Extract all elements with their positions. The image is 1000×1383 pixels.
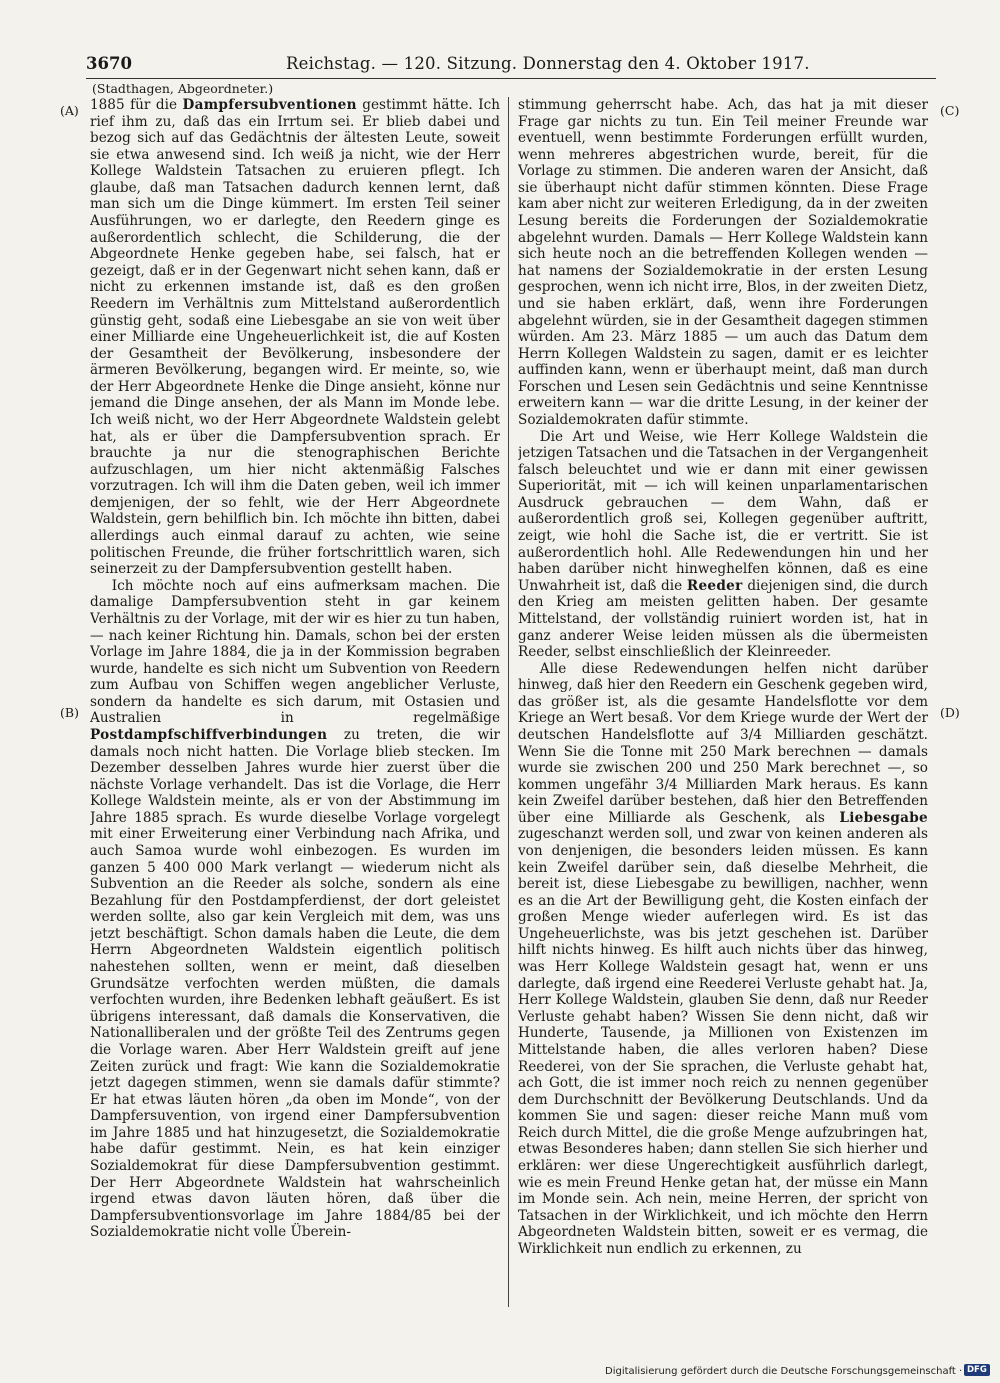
- margin-marker-c: (C): [940, 103, 960, 118]
- right-paragraph-1: stimmung geherrscht habe. Ach, das hat ja mit dieser Frage gar nichts zu tun. Ein Teil meiner Freunde war eventuell, wenn bestimmte Forderungen erfüllt wurden, wenn mehreres abgestrichen wurde, bereit, für die Vorlage zu stimmen. Die anderen waren der Ansicht, daß sie überhaupt nicht dafür stimmen könnten. Diese Frage kam aber nicht zur weiteren Erledigung, da in der zweiten Lesung bereits die Forderungen der Sozialdemokratie abgelehnt wurden. Damals — Herr Kollege Waldstein kann sich heute noch an die betreffenden Kollegen wenden — hat namens der Sozialdemokratie in der ersten Lesung gesprochen, wenn ich nicht irre, Blos, in der zweiten Dietz, und sie haben erklärt, daß, wenn ihre Forderungen abgelehnt würden, sie in der Gesamtheit dagegen stimmen würden. Am 23. März 1885 — um auch das Datum dem Herrn Kollegen Waldstein zu sagen, damit er es leichter auffinden kann, wenn er überhaupt meint, daß man durch Forschen und Lesen sein Gedächtnis und seine Kenntnisse erweitern kann — war die dritte Lesung, in der keiner der Sozialdemokraten dafür stimmte.: [518, 97, 928, 428]
- margin-marker-a: (A): [60, 103, 79, 118]
- emphasis-reeder: Reeder: [686, 577, 743, 594]
- left-column: [90, 97, 500, 1317]
- right-paragraph-2: Die Art und Weise, wie Herr Kollege Waldstein die jetzigen Tatsachen und die Tatsachen in der Vergangenheit falsch beleuchtet und wie er dann mit einer gewissen Superiorität, mit — ich will keinen unparlamentarischen Ausdruck gebrauchen — dem Wahn, daß er außerordentlich groß sei, Kollegen gegenüber auftritt, zeigt, wie hohl die Sache ist, die er vertritt. Sie ist außerordentlich hohl. Alle Redewendungen hin und her haben darüber nicht hinweghelfen können, daß es eine Unwahrheit ist, daß die Reeder diejenigen sind, die durch den Krieg am meisten gelitten haben. Der gesamte Mittelstand, der vollständig ruiniert worden ist, hat in ganz anderer Weise leiden müssen als die übermeisten Reeder, selbst einschließlich der Kleinreeder.: [518, 428, 928, 661]
- right-column: [518, 97, 928, 1317]
- left-paragraph-2: Ich möchte noch auf eins aufmerksam machen. Die damalige Dampfersubvention steht in gar keinem Verhältnis zu der Vorlage, mit der wir es hier zu tun haben, — nach keiner Richtung hin. Damals, schon bei der ersten Vorlage im Jahre 1884, die ja in der Kommission begraben wurde, handelte es sich nicht um Subvention von Reedern zum Aufbau von Schiffen wegen angeblicher Verluste, sondern da handelte es sich darum, mit Ostasien und Australien in regelmäßige Postdampfschiffverbindungen zu treten, die wir damals noch nicht hatten. Die Vorlage blieb stecken. Im Dezember desselben Jahres wurde hier zuerst über die nächste Vorlage verhandelt. Das ist die Vorlage, die Herr Kollege Waldstein meinte, als er von der Abstimmung im Jahre 1885 sprach. Es wurde dieselbe Vorlage vorgelegt mit einer Erweiterung einer Verbindung nach Afrika, und auch Samoa wurde wohl einbezogen. Es wurden im ganzen 5 400 000 Mark verlangt — wiederum nicht als Subvention an die Reeder als solche, sondern als eine Bezahlung für den Postdampferdienst, der dort geleistet werden sollte, also gar kein Vergleich mit dem, was uns jetzt beschäftigt. Schon damals haben die Leute, die dem Herrn Abgeordneten Waldstein eigentlich politisch nahestehen sollten, wenn er meint, daß dieselben Grundsätze verfochten werden müßten, die damals verfochten wurden, ihre Bedenken lebhaft geäußert. Es ist übrigens interessant, daß damals die Konservativen, die Nationalliberalen und der größte Teil des Zentrums gegen die Vorlage waren. Aber Herr Waldstein greift auf jene Zeiten zurück und fragt: Wie kann die Sozialdemokratie jetzt dagegen stimmen, wenn sie damals dafür stimmte? Er hat etwas läuten hören „da oben im Monde“, von der Dampfersuvention, von irgend einer Dampfersubvention im Jahre 1885 und hat hinzugesetzt, die Sozialdemokratie habe dafür gestimmt. Nein, es hat kein einziger Sozialdemokrat für diese Dampfersubvention gestimmt. Der Herr Abgeordnete Waldstein hat wahrscheinlich irgend etwas davon läuten hören, daß über die Dampfersubventionsvorlage im Jahre 1884/85 bei der Sozialdemokratie nicht volle Überein-: [90, 577, 500, 1241]
- emphasis-liebesgabe: Liebesgabe: [839, 809, 928, 826]
- emphasis-dampfersubventionen: Dampfersubventionen: [182, 97, 357, 113]
- margin-marker-d: (D): [940, 705, 960, 720]
- dfg-logo: DFG: [964, 1364, 990, 1376]
- column-divider: [508, 97, 509, 1307]
- page-header: [86, 54, 936, 79]
- page-number: 3670: [86, 54, 132, 73]
- right-paragraph-3: Alle diese Redewendungen helfen nicht darüber hinweg, daß hier den Reedern ein Geschenk gegeben wird, das größer ist, als die gesamte Handelsflotte vor dem Kriege an Wert besaß. Vor dem Kriege wurde der Wert der deutschen Handelsflotte auf 3/4 Milliarden geschätzt. Wenn Sie die Tonne mit 250 Mark berechnen — damals wurde sie zwischen 200 und 250 Mark berechnet —, so kommen ungefähr 3/4 Milliarden Mark heraus. Es kann kein Zweifel darüber bestehen, daß hier den Betreffenden über eine Milliarde als Geschenk, als Liebesgabe zugeschanzt werden soll, und zwar von keinen anderen als von denjenigen, die besonders leiden müssen. Es kann kein Zweifel darüber sein, daß dieselbe Mehrheit, die bereit ist, diese Liebesgabe zu bewilligen, nachher, wenn es an die Art der Bewilligung geht, die Kosten einfach der großen Menge wieder auferlegen wird. Es ist das Ungeheuerlichste, was bis jetzt geschehen ist. Darüber hilft nichts hinweg. Es hilft auch nichts über das hinweg, was Herr Kollege Waldstein gesagt hat, wenn er uns darlegte, daß irgend eine Reederei Verluste gehabt hat. Ja, Herr Kollege Waldstein, glauben Sie denn, daß nur Reeder Verluste gehabt haben? Wissen Sie denn nicht, daß wir Hunderte, Tausende, ja Millionen von Existenzen im Mittelstande haben, die alles verloren haben? Diese Reederei, von der Sie sprachen, die Verluste gehabt hat, ach Gott, die ist immer noch reich zu nennen gegenüber dem Durchschnitt der Bevölkerung Deutschlands. Und da kommen Sie und sagen: dieser reiche Mann muß vom Reich durch Mittel, die die große Menge aufzubringen hat, etwas Besonderes haben; dann stellen Sie sich hierher und erklären: wer diese Ungerechtigkeit ausführlich darlegt, wie es mein Freund Henke getan hat, der müsse ein Mann im Monde sein. Ach nein, meine Herren, der spricht von Tatsachen in der Wirklichkeit, und ich möchte den Herrn Abgeordneten Waldstein bitten, soweit er es vermag, die Wirklichkeit nun endlich zu erkennen, zu: [518, 660, 928, 1257]
- margin-marker-b: (B): [60, 705, 79, 720]
- running-head: Reichstag. — 120. Sitzung. Donnerstag den 4. Oktober 1917.: [286, 54, 810, 73]
- speaker-label: (Stadthagen, Abgeordneter.): [92, 81, 274, 96]
- digitization-credit: Digitalisierung gefördert durch die Deutsche Forschungsgemeinschaft ·: [605, 1366, 963, 1377]
- left-paragraph-1: 1885 für die Dampfersubventionen gestimmt hätte. Ich rief ihm zu, daß das ein Irrtum sei. Er blieb dabei und bezog sich auf das Gedächtnis der ältesten Leute, soweit sie etwa anwesend sind. Ich weiß ja nicht, wie der Herr Kollege Waldstein Tatsachen zu eruieren pflegt. Ich glaube, daß man Tatsachen dadurch kennen lernt, daß man sich um die Dinge kümmert. Im ersten Teil seiner Ausführungen, wo er darlegte, den Reedern ginge es außerordentlich schlecht, die Schilderung, die der Abgeordnete Henke gegeben habe, sei falsch, hat er gezeigt, daß er in der Gegenwart nicht sehen kann, daß er nicht zu erkennen imstande ist, daß es den großen Reedern im Verhältnis zum Mittelstand außerordentlich günstig geht, sodaß eine Liebesgabe an sie von weit über einer Milliarde eine Ungeheuerlichkeit ist, die auf Kosten der Gesamtheit der Bevölkerung, insbesondere der ärmeren Bevölkerung, begangen wird. Er meinte, so, wie der Herr Abgeordnete Henke die Dinge ansieht, könne nur jemand die Dinge ansehen, der als Mann im Monde lebe. Ich weiß nicht, wo der Herr Abgeordnete Waldstein gelebt hat, als er über die Dampfersubvention sprach. Er brauchte ja nur die stenographischen Berichte aufzuschlagen, um hier nicht aktenmäßig Falsches vorzutragen. Ich will ihm die Daten geben, weil ich immer demjenigen, der so fehlt, wie der Herr Abgeordnete Waldstein, gern behilflich bin. Ich möchte ihn bitten, dabei allerdings auch einmal darauf zu achten, wie seine politischen Freunde, die früher fortschrittlich waren, sich seinerzeit zu der Dampfersubvention gestellt haben.: [90, 97, 500, 578]
- emphasis-postdampfschiffverbindungen: Postdampfschiffverbindungen: [90, 726, 328, 743]
